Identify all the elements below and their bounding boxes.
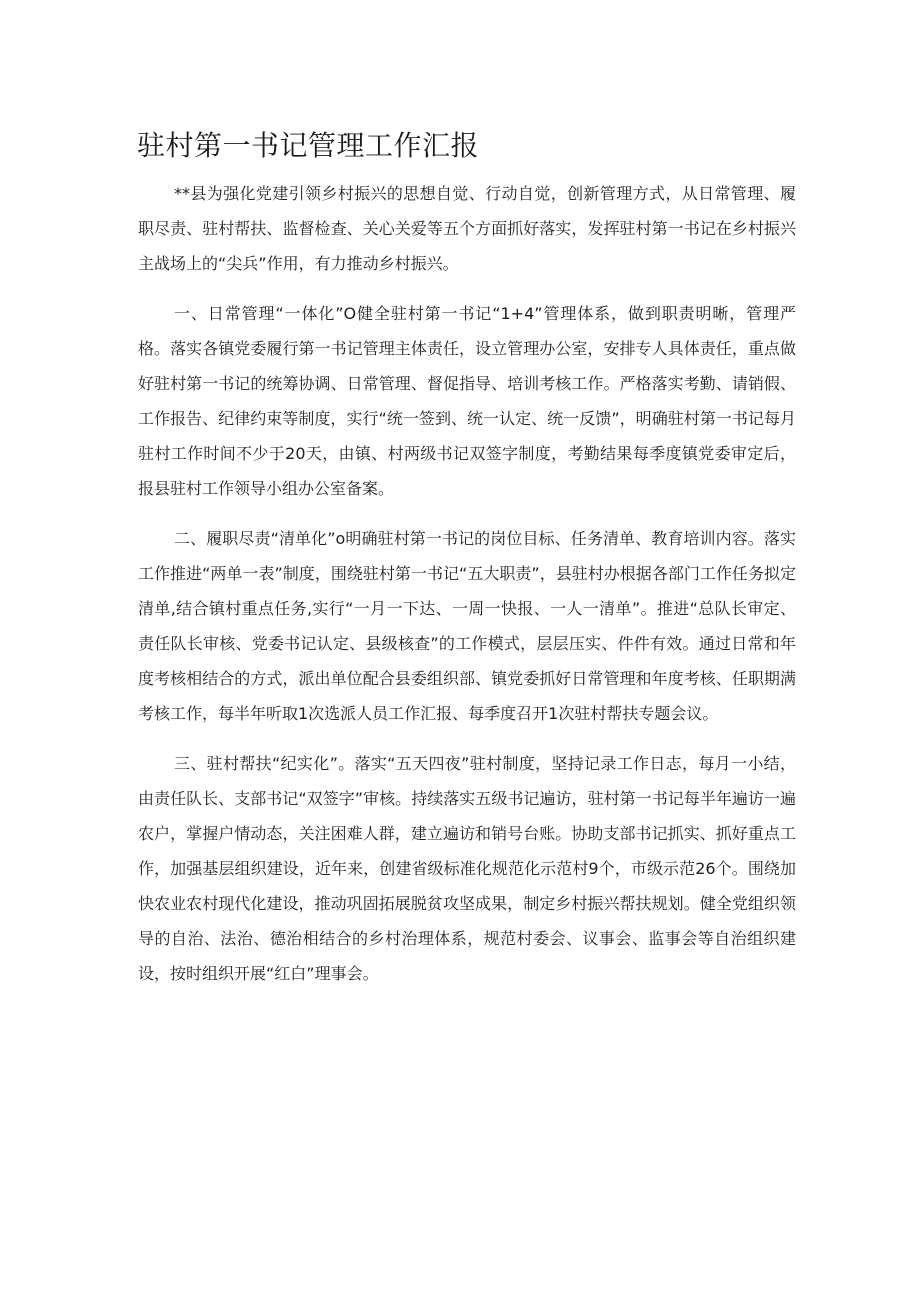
document-body xyxy=(138,176,796,1006)
paragraph-section-2: 二、履职尽责“清单化”o明确驻村第一书记的岗位目标、任务清单、教育培训内容。落实工作推进“两单一表”制度，围绕驻村第一书记“五大职责”，县驻村办根据各部门工作任务拟定清单,结合镇村重点任务,实行“一月一下达、一周一快报、一人一清单”。推进“总队长审定、责任队长审核、党委书记认定、县级核查”的工作模式，层层压实、件件有效。通过日常和年度考核相结合的方式，派出单位配合县委组织部、镇党委抓好日常管理和年度考核、任职期满考核工作，每半年听取1次选派人员工作汇报、每季度召开1次驻村帮扶专题会议。 xyxy=(138,529,796,723)
paragraph-intro: **县为强化党建引领乡村振兴的思想自觉、行动自觉，创新管理方式，从日常管理、履职尽责、驻村帮扶、监督检查、关心关爱等五个方面抓好落实，发挥驻村第一书记在乡村振兴主战场上的“尖兵”作用，有力推动乡村振兴。 xyxy=(138,184,796,273)
paragraph-section-3: 三、驻村帮扶“纪实化”。落实“五天四夜”驻村制度，坚持记录工作日志，每月一小结，由责任队长、支部书记“双签字”审核。持续落实五级书记遍访，驻村第一书记每半年遍访一遍农户，掌握户情动态，关注困难人群，建立遍访和销号台账。协助支部书记抓实、抓好重点工作，加强基层组织建设，近年来，创建省级标准化规范化示范村9个，市级示范26个。围绕加快农业农村现代化建设，推动巩固拓展脱贫攻坚成果，制定乡村振兴帮扶规划。健全党组织领导的自治、法治、德治相结合的乡村治理体系，规范村委会、议事会、监事会等自治组织建设，按时组织开展“红白”理事会。 xyxy=(138,754,796,983)
paragraph-section-1: 一、日常管理“一体化”O健全驻村第一书记“1+4”管理体系，做到职责明晰，管理严格。落实各镇党委履行第一书记管理主体责任，设立管理办公室，安排专人具体责任，重点做好驻村第一书记的统筹协调、日常管理、督促指导、培训考核工作。严格落实考勤、请销假、工作报告、纪律约束等制度，实行“统一签到、统一认定、统一反馈”，明确驻村第一书记每月驻村工作时间不少于20天，由镇、村两级书记双签字制度，考勤结果每季度镇党委审定后，报县驻村工作领导小组办公室备案。 xyxy=(138,304,796,498)
document-title: 驻村第一书记管理工作汇报 xyxy=(137,129,480,162)
